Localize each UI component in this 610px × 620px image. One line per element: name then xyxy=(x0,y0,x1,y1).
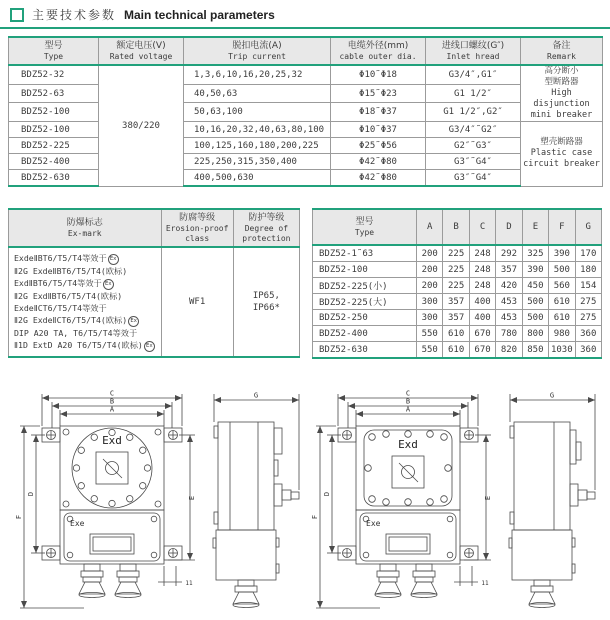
erosion-class-cell: WF1 xyxy=(161,247,233,357)
main-table-header-row xyxy=(9,37,603,65)
table-row: BDZ52-100 200 225 248 357 390 500 180 xyxy=(313,262,602,278)
trip-cell: 225,250,315,350,400 xyxy=(184,154,331,170)
protection-cell: IP65, IP66* xyxy=(233,247,299,357)
drawing-round-cover-front-side xyxy=(12,386,304,620)
col-header-E: E xyxy=(522,209,548,245)
dim-e-label: E xyxy=(484,495,492,501)
col-header-C: C xyxy=(469,209,495,245)
ex-mark-line: ExdeⅡBT6/T5/T4等效于 Ex xyxy=(14,252,161,265)
ex-mark-line: Ⅱ2G ExdⅡBT6/T5/T4(欧标) xyxy=(14,291,123,301)
col-header-voltage: 额定电压(V) Rated voltage xyxy=(99,37,184,65)
dim-g-label: G xyxy=(549,391,555,400)
dia-cell: Φ10˜Φ18 xyxy=(331,65,426,84)
col-header-G: G xyxy=(575,209,601,245)
table-row xyxy=(9,170,603,187)
drawing-square-cover-front-side xyxy=(308,386,600,620)
dia-cell: Φ10˜Φ37 xyxy=(331,122,426,138)
table-row: BDZ52-630 550 610 670 820 850 1030 360 xyxy=(313,342,602,359)
title-divider xyxy=(0,27,610,29)
exe-marking-label: Exe xyxy=(366,519,381,528)
table-row: BDZ52-400 550 610 670 780 800 980 360 xyxy=(313,326,602,342)
dia-cell: Φ25˜Φ56 xyxy=(331,138,426,154)
thread-cell: G3/4″,G1″ xyxy=(426,65,521,84)
col-header-ex-mark: 防爆标志 Ex-mark xyxy=(9,209,162,247)
ex-conformity-badge-icon: Ex xyxy=(144,341,155,352)
ex-mark-line: Ⅱ2G ExdeⅡCT6/T5/T4(欧标) Ex xyxy=(14,314,161,327)
type-cell: BDZ52-225 xyxy=(9,138,99,154)
dim-d-label: D xyxy=(323,491,331,497)
dim-hole-label: 11 xyxy=(185,580,193,587)
ex-table-header-row xyxy=(9,209,300,247)
type-cell: BDZ52-63 xyxy=(9,84,99,103)
col-header-thread: 进线口螺纹(G″) Inlet hread xyxy=(426,37,521,65)
dim-f-label: F xyxy=(15,514,23,520)
thread-cell: G1 1/2″,G2″ xyxy=(426,103,521,122)
dim-c-label: C xyxy=(405,389,411,398)
ex-table-body-row xyxy=(9,247,300,357)
rated-voltage-cell: 380/220 xyxy=(99,65,184,186)
type-cell: BDZ52-100 xyxy=(9,103,99,122)
exd-marking-label: Exd xyxy=(398,438,418,451)
ex-conformity-badge-icon: Ex xyxy=(128,316,139,327)
page-title-zh: 主要技术参数 xyxy=(32,8,117,22)
table-row: BDZ52-1˜63 200 225 248 292 325 390 170 xyxy=(313,245,602,262)
dim-b-label: B xyxy=(109,397,115,406)
col-header-remark: 备注 Remark xyxy=(521,37,603,65)
page-title xyxy=(10,6,275,23)
col-header-trip: 脱扣电流(A) Trip current xyxy=(184,37,331,65)
col-header-protection: 防护等级 Degree of protection xyxy=(233,209,299,247)
col-header-B: B xyxy=(443,209,469,245)
dim-d-label: D xyxy=(27,491,35,497)
table-row: BDZ52-250 300 357 400 453 500 610 275 xyxy=(313,310,602,326)
trip-cell: 50,63,100 xyxy=(184,103,331,122)
ex-mark-line: Ⅱ2G ExdeⅡBT6/T5/T4(欧标) xyxy=(14,266,128,276)
square-bullet-icon xyxy=(10,8,24,22)
ex-mark-line: ExdⅡBT6/T5/T4等效于 Ex xyxy=(14,277,161,290)
page-title-en: Main technical parameters xyxy=(124,7,275,22)
dim-hole-label: 11 xyxy=(481,580,489,587)
col-header-dims-type: 型号 Type xyxy=(313,209,417,245)
table-row xyxy=(9,154,603,170)
dim-a-label: A xyxy=(405,405,411,414)
dim-a-label: A xyxy=(109,405,115,414)
main-parameters-table xyxy=(8,36,603,187)
thread-cell: G1 1/2″ xyxy=(426,84,521,103)
thread-cell: G3″˜G4″ xyxy=(426,170,521,187)
dims-table-header-row xyxy=(313,209,602,245)
ex-mark-cell xyxy=(9,247,162,357)
exd-marking-label: Exd xyxy=(102,434,122,447)
col-header-erosion: 防腐等级 Erosion-proof class xyxy=(161,209,233,247)
table-row xyxy=(9,103,603,122)
ex-conformity-badge-icon: Ex xyxy=(108,254,119,265)
trip-cell: 100,125,160,180,200,225 xyxy=(184,138,331,154)
type-cell: BDZ52-630 xyxy=(9,170,99,187)
thread-cell: G3″˜G4″ xyxy=(426,154,521,170)
ex-conformity-badge-icon: Ex xyxy=(103,279,114,290)
type-cell: BDZ52-100 xyxy=(9,122,99,138)
dim-b-label: B xyxy=(405,397,411,406)
dim-g-label: G xyxy=(253,391,259,400)
col-header-dia: 电缆外径(mm) cable outer dia. xyxy=(331,37,426,65)
ex-mark-line: Ⅱ1D ExtD A20 T6/T5/T4(欧标) Ex xyxy=(14,339,161,352)
ex-mark-line: DIP A20 TA, T6/T5/T4等效于 xyxy=(14,328,138,338)
ex-mark-table xyxy=(8,208,300,358)
dia-cell: Φ42˜Φ80 xyxy=(331,170,426,187)
ex-mark-line: ExdeⅡCT6/T5/T4等效于 xyxy=(14,303,107,313)
exe-marking-label: Exe xyxy=(70,519,85,528)
type-cell: BDZ52-400 xyxy=(9,154,99,170)
dim-c-label: C xyxy=(109,389,115,398)
table-row: BDZ52-225(大) 300 357 400 453 500 610 275 xyxy=(313,294,602,310)
table-row xyxy=(9,122,603,138)
table-row xyxy=(9,138,603,154)
dim-e-label: E xyxy=(188,495,196,501)
dia-cell: Φ18˜Φ37 xyxy=(331,103,426,122)
remark-cell: 高分断小 型断路器 High disjunction mini breaker xyxy=(521,65,603,122)
col-header-A: A xyxy=(417,209,443,245)
trip-cell: 400,500,630 xyxy=(184,170,331,187)
thread-cell: G3/4″˜G2″ xyxy=(426,122,521,138)
dia-cell: Φ42˜Φ80 xyxy=(331,154,426,170)
trip-cell: 40,50,63 xyxy=(184,84,331,103)
dim-f-label: F xyxy=(311,514,319,520)
table-row xyxy=(9,65,603,84)
dia-cell: Φ15˜Φ23 xyxy=(331,84,426,103)
type-cell: BDZ52-32 xyxy=(9,65,99,84)
dimensions-table xyxy=(312,208,602,359)
table-row: BDZ52-225(小) 200 225 248 420 450 560 154 xyxy=(313,278,602,294)
technical-drawings xyxy=(0,386,610,620)
trip-cell: 1,3,6,10,16,20,25,32 xyxy=(184,65,331,84)
trip-cell: 10,16,20,32,40,63,80,100 xyxy=(184,122,331,138)
col-header-type: 型号 Type xyxy=(9,37,99,65)
remark-cell: 塑壳断路器 Plastic case circuit breaker xyxy=(521,122,603,187)
table-row xyxy=(9,84,603,103)
col-header-F: F xyxy=(549,209,575,245)
thread-cell: G2″˜G3″ xyxy=(426,138,521,154)
col-header-D: D xyxy=(496,209,522,245)
